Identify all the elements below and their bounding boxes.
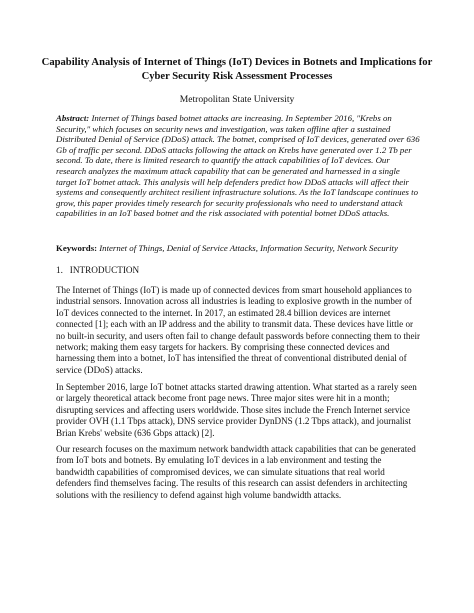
section-heading	[56, 265, 139, 276]
abstract-text: Internet of Things based botnet attacks are increasing. In September 2016, "Krebs on Security," which focuses on security news and investigation, was taken offline after a sustained Distributed Denial of Service (DDoS) attack. The botnet, comprised of IoT devices, generated over 636 Gb of traffic per second. DDoS attacks following the attack on Krebs have generated over 1.2 Tb per second. To date, there is limited research to quantify the attack capabilities of IoT devices. Our research analyzes the maximum attack capability that can be generated and harnessed in a single target IoT botnet attack. This analysis will help defenders predict how DDoS attacks will affect their systems and consequently architect resilient infrastructure solutions. As the IoT landscape continues to grow, this paper provides timely research for security professionals who need to understand attack capabilities in an IoT based botnet and the risk associated with potential botnet DDoS attacks.	[56, 113, 420, 219]
abstract	[56, 113, 420, 219]
section-title: INTRODUCTION	[69, 265, 140, 275]
author-affiliation: Metropolitan State University	[179, 94, 295, 105]
body-paragraph-1: The Internet of Things (IoT) is made up of connected devices from smart household appliances to industrial sensors. Innovation across all industries is leading to explosive growth in the number of IoT devices connected to the internet. In 2017, an estimated 28.4 billion devices are internet connected [1]; each with an IP address and the ability to transmit data. These devices have little or no built-in security, and users often fail to change default passwords before connecting them to their network; making them easy targets for hackers. By comprising these connected devices and harnessing them into a botnet, IoT has intensified the threat of conventional distributed denial of service (DDoS) attacks.	[56, 285, 421, 375]
section-number: 1.	[56, 265, 63, 275]
body-paragraph-2: In September 2016, large IoT botnet attacks started drawing attention. What started as a rarely seen or largely theoretical attack become front page news. Three major sites were hit in a month; disrupting services and affecting users worldwide. Those sites include the French Internet service provider OVH (1.1 Tbps attack), DNS service provider DynDNS (1.2 Tbps attack), and journalist Brian Krebs' website (636 Gbps attack) [2].	[56, 382, 417, 438]
keywords-label: Keywords:	[56, 243, 98, 253]
paper-title: Capability Analysis of Internet of Things (IoT) Devices in Botnets and Implications for Cyber Security Risk Assessment Processes	[41, 57, 433, 82]
body-paragraph-3: Our research focuses on the maximum network bandwidth attack capabilities that can be generated from IoT bots and botnets. By emulating IoT devices in a lab environment and testing the bandwidth capabilities of compromised devices, we can simulate situations that real world defenders find themselves facing. The results of this research can assist defenders in architecting solutions with the resiliency to defend against high volume bandwidth attacks.	[56, 444, 416, 500]
keywords	[56, 243, 420, 254]
abstract-label: Abstract:	[56, 113, 90, 123]
keywords-text: Internet of Things, Denial of Service Attacks, Information Security, Network Security	[99, 243, 398, 253]
